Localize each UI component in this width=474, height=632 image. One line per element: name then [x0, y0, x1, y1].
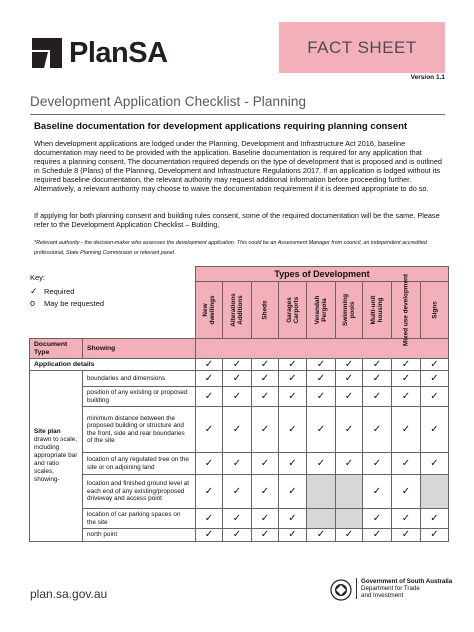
check-cell: ✓: [223, 509, 252, 529]
gov-name: Government of South Australia: [361, 578, 453, 585]
check-cell: ✓: [196, 475, 223, 509]
check-cell: ✓: [363, 387, 392, 407]
department-line1: Department for Trade: [361, 585, 420, 592]
section-heading: Baseline documentation for development applications requiring planning consent: [34, 121, 408, 132]
check-cell: ✓: [421, 359, 449, 371]
check-cell: ✓: [307, 407, 336, 453]
column-header-label: Multi-unit housing: [369, 295, 384, 325]
check-cell: ✓: [363, 453, 392, 475]
check-cell: ✓: [392, 509, 421, 529]
check-cell: ✓: [307, 453, 336, 475]
check-cell: ✓: [363, 475, 392, 509]
showing-cell: position of any existing or proposed building: [83, 387, 196, 407]
sa-map-icon: [30, 36, 64, 70]
column-header: [252, 282, 279, 339]
key-may-label: May be requested: [44, 298, 105, 308]
column-header: [307, 282, 336, 339]
check-cell: ✓: [196, 371, 223, 387]
check-cell: ✓: [223, 371, 252, 387]
check-cell: ✓: [392, 387, 421, 407]
check-cell: ✓: [392, 529, 421, 542]
check-cell: ✓: [392, 359, 421, 371]
check-cell: ✓: [336, 359, 363, 371]
check-cell: ✓: [252, 407, 279, 453]
showing-cell: location of any regulated tree on the site or on adjoining land: [83, 453, 196, 475]
not-applicable-cell: [336, 509, 363, 529]
check-cell: ✓: [279, 453, 307, 475]
check-cell: ✓: [252, 371, 279, 387]
column-header: [196, 282, 223, 339]
check-cell: ✓: [392, 475, 421, 509]
check-cell: ✓: [392, 407, 421, 453]
check-cell: ✓: [421, 371, 449, 387]
showing-cell: boundaries and dimensions: [83, 371, 196, 387]
check-cell: ✓: [223, 407, 252, 453]
table-row: [30, 475, 449, 509]
table-row: [30, 371, 449, 387]
check-cell: ✓: [363, 407, 392, 453]
check-cell: ✓: [279, 387, 307, 407]
column-header: [392, 273, 421, 347]
check-cell: ✓: [392, 371, 421, 387]
fact-sheet-label: FACT SHEET: [307, 37, 417, 57]
showing-cell: location of car parking spaces on the site: [83, 509, 196, 529]
check-cell: ✓: [336, 371, 363, 387]
check-cell: ✓: [363, 371, 392, 387]
check-icon: ✓: [30, 285, 38, 296]
column-header: [223, 282, 252, 339]
crest-icon: [330, 578, 352, 602]
check-cell: ✓: [363, 359, 392, 371]
not-applicable-cell: [336, 475, 363, 509]
column-header-label: Swimming pools: [341, 294, 356, 326]
check-cell: ✓: [307, 371, 336, 387]
check-cell: ✓: [196, 359, 223, 371]
check-cell: ✓: [307, 387, 336, 407]
showing-header: Showing: [83, 339, 196, 359]
column-header: [279, 282, 307, 339]
check-cell: ✓: [223, 387, 252, 407]
column-header-label: Signs: [430, 301, 438, 319]
check-cell: ✓: [279, 407, 307, 453]
check-cell: ✓: [252, 387, 279, 407]
government-logo: [330, 578, 452, 602]
column-header-label: New dwellings: [201, 295, 216, 325]
check-cell: ✓: [223, 453, 252, 475]
column-header: [336, 282, 363, 339]
table-row: [30, 529, 449, 542]
check-cell: ✓: [307, 359, 336, 371]
check-cell: ✓: [279, 475, 307, 509]
table-row: [30, 407, 449, 453]
check-cell: ✓: [252, 509, 279, 529]
plansa-logo: [30, 35, 168, 71]
showing-cell: north point: [83, 529, 196, 542]
check-cell: ✓: [421, 509, 449, 529]
check-cell: ✓: [363, 529, 392, 542]
check-cell: ✓: [421, 453, 449, 475]
table-row: [30, 387, 449, 407]
table-row: [30, 453, 449, 475]
check-cell: ✓: [392, 453, 421, 475]
document-type-header: Document Type: [30, 339, 83, 359]
column-header-label: Alterations Additions: [229, 293, 244, 327]
check-cell: ✓: [252, 475, 279, 509]
check-cell: ✓: [421, 407, 449, 453]
version-label: Version 1.1: [410, 74, 445, 81]
not-applicable-cell: [307, 509, 336, 529]
intro-paragraph: When development applications are lodged under the Planning, Development and Infrastructure Act 2016, baseline documentation may need to be provided with the application. Baseline documentation is required for any application that requires a planning consent. The documentation required depends on the type of development that is proposed and is outlined in Schedule 8 (Plans) of the Planning, Development and Infrastructure Regulations 2017. If an application is lodged without its required baseline documentation, the relevant authority may request additional information before proceeding further. Alternatively, a relevant authority may choose to waive the documentation requirement if it is deemed appropriate to do so.: [34, 139, 442, 193]
relevant-authority-note: *Relevant authority - the decision-maker who assesses the development application. This could be an Assessment Manager from council, an independent accredited professional, State Planning Commission or relevant panel.: [34, 240, 427, 256]
circle-icon: o: [30, 298, 36, 308]
check-cell: ✓: [196, 509, 223, 529]
key-title: Key:: [30, 273, 46, 282]
column-header-label: Verandah Pergola: [313, 295, 328, 325]
check-cell: ✓: [307, 529, 336, 542]
check-cell: ✓: [279, 529, 307, 542]
check-cell: ✓: [421, 387, 449, 407]
department-line2: and Investment: [361, 592, 404, 599]
types-of-development-header: Types of Development: [196, 267, 449, 282]
site-plan-title: Site plan: [34, 427, 61, 435]
check-cell: ✓: [252, 359, 279, 371]
not-applicable-cell: [307, 475, 336, 509]
check-cell: ✓: [336, 529, 363, 542]
column-header: [363, 282, 392, 339]
site-plan-cell: [30, 371, 83, 542]
check-cell: ✓: [279, 359, 307, 371]
title-divider: [30, 114, 445, 115]
application-details-label: Application details: [30, 359, 196, 371]
check-cell: ✓: [223, 529, 252, 542]
check-cell: ✓: [223, 359, 252, 371]
check-cell: ✓: [196, 407, 223, 453]
check-cell: ✓: [196, 387, 223, 407]
key-required-label: Required: [44, 286, 75, 296]
column-header-label: Mixed use development: [402, 273, 410, 347]
logo-text: PlanSA: [69, 36, 168, 69]
building-paragraph: If applying for both planning consent and building rules consent, some of the required documentation will be the same. Please refer to the Development Application Checklist – Building.: [34, 211, 440, 229]
check-cell: ✓: [252, 453, 279, 475]
check-cell: ✓: [279, 509, 307, 529]
check-cell: ✓: [279, 371, 307, 387]
check-cell: ✓: [336, 407, 363, 453]
page-title: Development Application Checklist - Planning: [30, 94, 307, 109]
check-cell: ✓: [196, 529, 223, 542]
fact-sheet-badge: [279, 22, 445, 73]
checklist-table: [29, 266, 449, 542]
not-applicable-cell: [421, 475, 449, 509]
table-row: [30, 509, 449, 529]
column-header-label: Sheds: [261, 300, 269, 320]
check-cell: ✓: [196, 453, 223, 475]
column-header: [421, 282, 449, 339]
website-url[interactable]: plan.sa.gov.au: [30, 587, 108, 601]
column-header-label: Garages Carports: [285, 296, 300, 324]
check-cell: ✓: [223, 475, 252, 509]
check-cell: ✓: [421, 529, 449, 542]
showing-cell: minimum distance between the proposed building or structure and the front, side and rear boundaries of the site: [83, 407, 196, 453]
check-cell: ✓: [336, 387, 363, 407]
check-cell: ✓: [363, 509, 392, 529]
check-cell: ✓: [336, 453, 363, 475]
site-plan-description: drawn to scale, including appropriate bar and ratio scales, showing-: [34, 435, 78, 483]
check-cell: ✓: [252, 529, 279, 542]
showing-cell: location and finished ground level at each end of any existing/proposed driveway and access point: [83, 475, 196, 509]
